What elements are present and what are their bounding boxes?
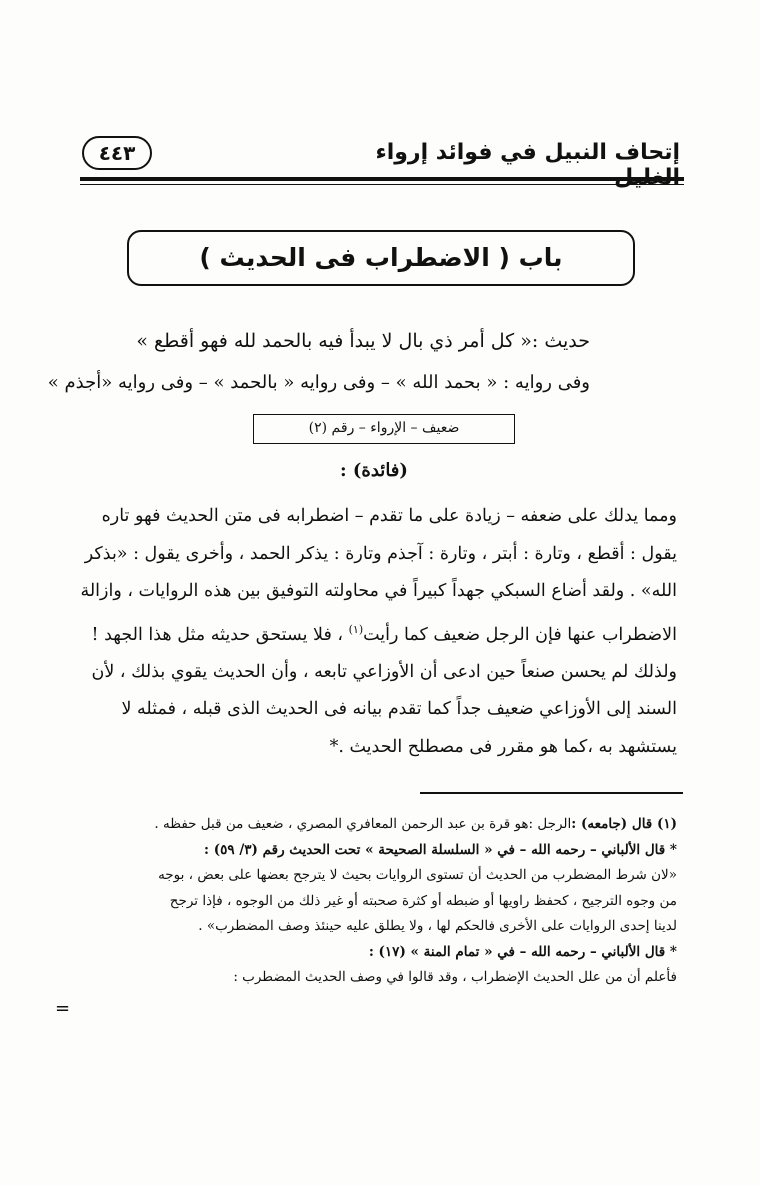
quote-1-line: «لان شرط المضطرب من الحديث أن تستوى الروايات بحيث لا يترجح بعضها على بعض ، بوجه (158, 867, 677, 883)
quote-2-line: فأعلم أن من علل الحديث الإضطراب ، وقد قالوا في وصف الحديث المضطرب : (233, 969, 677, 985)
page-number: ٤٤٣ (82, 136, 152, 170)
body-paragraph (77, 498, 677, 766)
footnotes (72, 812, 677, 991)
quote-1-label: * قال الألباني – رحمه الله – في « السلسلة الصحيحة » تحت الحديث رقم (٣/ ٥٩) : (204, 841, 677, 858)
quote-1-line: لدينا إحدى الروايات على الأخرى فالحكم لها ، ولا يطلق عليه حينئذ وصف المضطرب» . (198, 918, 677, 934)
quote-1-line: من وجوه الترجيح ، كحفظ راويها أو ضبطه أو كثرة صحبته أو غير ذلك من الوجوه ، فإذا ترجح (169, 892, 677, 909)
footnote-1-text: الرجل :هو قرة بن عبد الرحمن المعافري المصري ، ضعيف من قبل حفظه . (154, 816, 572, 832)
body-line-text: الاضطراب عنها فإن الرجل ضعيف كما رأيت (363, 624, 677, 645)
body-line-tail: ، فلا يستحق حديثه مثل هذا الجهد ! (91, 624, 344, 645)
body-line: ومما يدلك على ضعفه – زيادة على ما تقدم – اضطرابه فى متن الحديث فهو تاره (101, 506, 677, 526)
body-line: الله» . ولقد أضاع السبكي جهداً كبيراً في محاولته التوفيق بين هذه الروايات ، وازالة (80, 581, 677, 601)
hadith-text: حديث :« كل أمر ذي بال لا يبدأ فيه بالحمد لله فهو أقطع » (136, 330, 590, 352)
footnote-1 (72, 812, 677, 838)
hadith-variants: وفى روايه : « بحمد الله » – وفى روايه « بالحمد » – وفى روايه «أجذم » (47, 372, 590, 393)
chapter-title: باب ( الاضطراب فى الحديث ) (127, 230, 635, 286)
footnote-1-label: (١) قال (جامعه) : (571, 816, 677, 832)
continuation-mark: = (55, 998, 71, 1019)
footnote-separator (420, 792, 683, 794)
body-line: يقول : أقطع ، وتارة : أبتر ، وتارة : آجذم وتارة : يذكر الحمد ، وأخرى يقول : «بذكر (84, 543, 677, 564)
quote-2-label: * قال الألباني – رحمه الله – في « تمام المنة » (١٧) : (368, 943, 677, 960)
header-rule-thick (80, 177, 684, 181)
body-line (77, 611, 677, 654)
faida-heading: (فائدة) : (340, 460, 408, 481)
hadith-grade-box: ضعيف – الإرواء – رقم (٢) (253, 414, 515, 444)
header-rule-thin (80, 184, 684, 185)
body-line: ولذلك لم يحسن صنعاً حين ادعى أن الأوزاعي تابعه ، وأن الحديث يقوي بذلك ، لأن (91, 661, 677, 682)
book-title: إتحاف النبيل في فوائد إرواء (375, 140, 680, 165)
body-line: يستشهد به ،كما هو مقرر فى مصطلح الحديث .* (329, 736, 677, 757)
footnote-ref[interactable]: (١) (348, 622, 364, 636)
body-line: السند إلى الأوزاعي ضعيف جداً كما تقدم بيانه فى الحديث الذى قبله ، فمثله لا (121, 699, 677, 720)
